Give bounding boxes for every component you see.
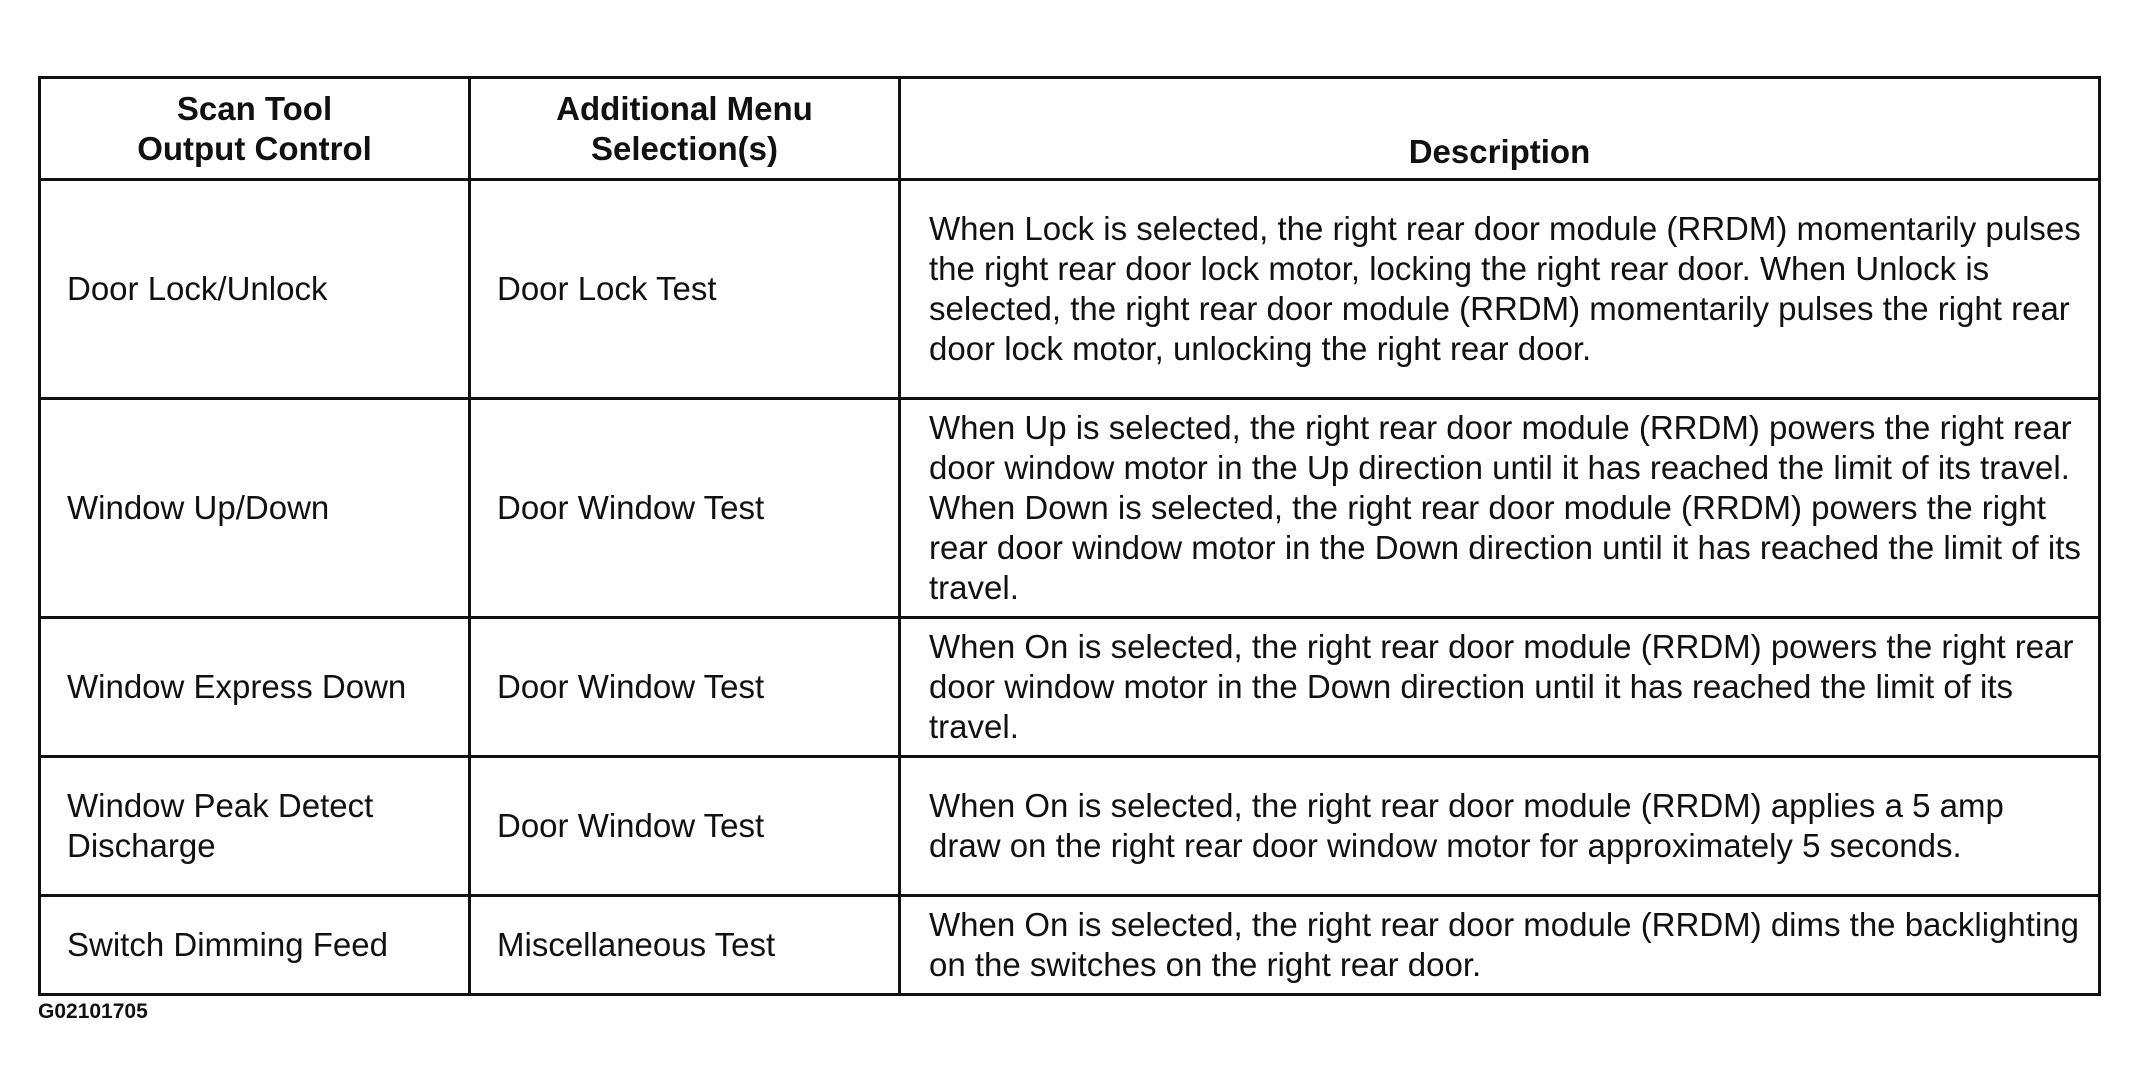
header-description xyxy=(900,78,2100,180)
header-additional-menu-selections xyxy=(470,78,900,180)
header-description-label: Description xyxy=(1408,133,1591,170)
output-control-cell: Window Express Down xyxy=(40,618,470,757)
table-header-row xyxy=(40,78,2100,180)
menu-selection-cell: Door Lock Test xyxy=(470,180,900,399)
description-cell: When On is selected, the right rear door module (RRDM) powers the right rear door window motor in the Down direction until it has reached the limit of its travel. xyxy=(900,618,2100,757)
description-cell: When Up is selected, the right rear door module (RRDM) powers the right rear door window motor in the Up direction until it has reached the limit of its travel. When Down is selected, the right rear door module (RRDM) powers the right rear door window motor in the Down direction until it has reached the limit of its travel. xyxy=(900,399,2100,618)
menu-selection-cell: Miscellaneous Test xyxy=(470,896,900,995)
header-scan-tool-output-control-label: Scan Tool Output Control xyxy=(137,89,372,167)
figure-id-label: G02101705 xyxy=(38,1000,148,1023)
menu-selection-cell: Door Window Test xyxy=(470,618,900,757)
table-row xyxy=(40,180,2100,399)
header-additional-menu-selections-label: Additional Menu Selection(s) xyxy=(556,89,813,167)
output-control-table-container xyxy=(38,76,2098,996)
table-row xyxy=(40,757,2100,896)
header-scan-tool-output-control xyxy=(40,78,470,180)
menu-selection-cell: Door Window Test xyxy=(470,757,900,896)
output-control-cell: Switch Dimming Feed xyxy=(40,896,470,995)
description-cell: When Lock is selected, the right rear door module (RRDM) momentarily pulses the right rear door lock motor, locking the right rear door. When Unlock is selected, the right rear door module (RRDM) momentarily pulses the right rear door lock motor, unlocking the right rear door. xyxy=(900,180,2100,399)
menu-selection-cell: Door Window Test xyxy=(470,399,900,618)
output-control-cell: Window Up/Down xyxy=(40,399,470,618)
description-cell: When On is selected, the right rear door module (RRDM) applies a 5 amp draw on the right rear door window motor for approximately 5 seconds. xyxy=(900,757,2100,896)
table-row xyxy=(40,896,2100,995)
table-row xyxy=(40,618,2100,757)
output-control-cell: Door Lock/Unlock xyxy=(40,180,470,399)
table-row xyxy=(40,399,2100,618)
description-cell: When On is selected, the right rear door module (RRDM) dims the backlighting on the switches on the right rear door. xyxy=(900,896,2100,995)
output-control-cell: Window Peak Detect Discharge xyxy=(40,757,470,896)
output-control-table xyxy=(38,76,2101,996)
